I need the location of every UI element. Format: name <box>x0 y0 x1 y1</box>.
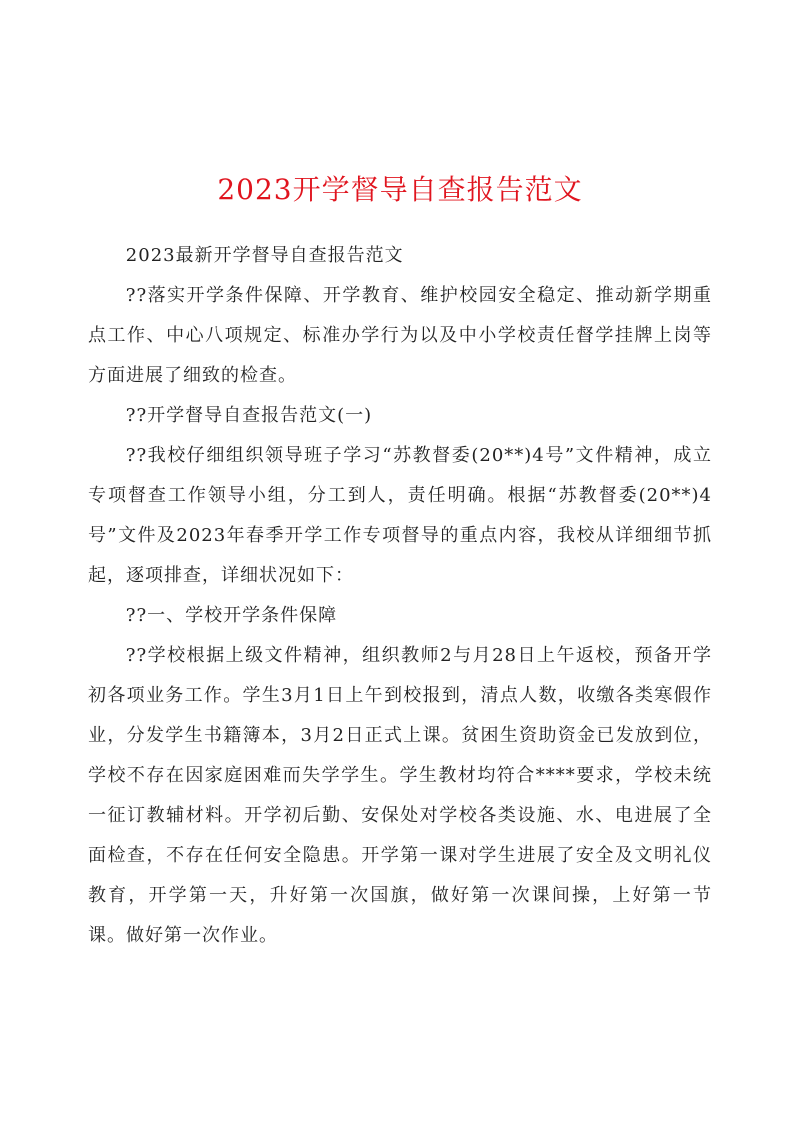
section-heading: ??一、学校开学条件保障 <box>125 605 338 626</box>
body-paragraph: ??我校仔细组织领导班子学习“苏教督委(20**)4号”文件精神，成立专项督查工作领导小组，分工到人，责任明确。根据“苏教督委(20**)4号”文件及2023年春季开学工作专项督导的重点内容，我校从详细细节抓起，逐项排查，详细状况如下： <box>88 445 712 586</box>
document-title: 2023开学督导自查报告范文 <box>217 173 583 206</box>
section-heading: ??开学督导自查报告范文(一) <box>125 405 373 426</box>
document-body <box>88 236 712 956</box>
intro-paragraph: ??落实开学条件保障、开学教育、维护校园安全稳定、推动新学期重点工作、中心八项规定、标准办学行为以及中小学校责任督学挂牌上岗等方面进展了细致的检查。 <box>88 285 712 386</box>
body-paragraph: ??学校根据上级文件精神，组织教师2与月28日上午返校，预备开学初各项业务工作。学生3月1日上午到校报到，清点人数，收缴各类寒假作业，分发学生书籍簿本，3月2日正式上课。贫困生资助资金已发放到位，学校不存在因家庭困难而失学学生。学生教材均符合****要求，学校未统一征订教辅材料。开学初后勤、安保处对学校各类设施、水、电进展了全面检查，不存在任何安全隐患。开学第一课对学生进展了安全及文明礼仪教育，开学第一天，升好第一次国旗，做好第一次课间操，上好第一节课。做好第一次作业。 <box>88 645 712 946</box>
subtitle-paragraph: 2023最新开学督导自查报告范文 <box>125 245 404 266</box>
